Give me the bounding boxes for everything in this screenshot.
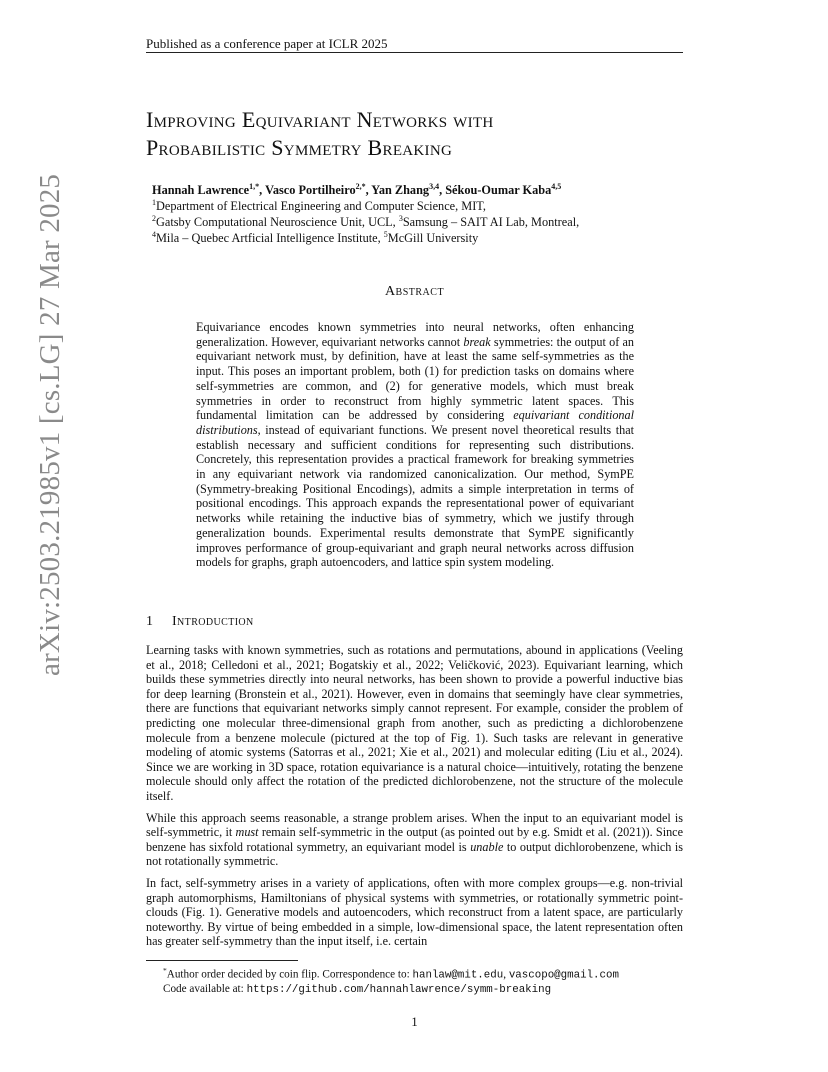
- footnote-rule: [146, 960, 298, 961]
- arxiv-stamp: arXiv:2503.21985v1 [cs.LG] 27 Mar 2025: [34, 173, 66, 676]
- running-header: Published as a conference paper at ICLR 2025: [146, 36, 388, 51]
- emphasis: equivariant conditional distributions: [196, 408, 634, 437]
- body-paragraph: In fact, self-symmetry arises in a variety of applications, often with more complex groups—e.g. non-trivial graph automorphisms, Hamiltonians of physical systems with symmetries, or rotationally symmetric point-clouds (Fig. 1). Generative models and autoencoders, which reconstruct from a latent space, are particularly noteworthy. By virtue of being embedded in a simple, low-dimensional space, the latent representation often has greater self-symmetry than the input itself, i.e. certain: [146, 875, 683, 949]
- paper-title: [146, 106, 706, 162]
- email-link[interactable]: hanlaw@mit.edu: [412, 969, 504, 982]
- author-name: Vasco Portilheiro: [265, 183, 356, 197]
- page-number: 1: [411, 1014, 418, 1029]
- title-line-2: Probabilistic Symmetry Breaking: [146, 135, 453, 160]
- author-name: Yan Zhang: [371, 183, 430, 197]
- abstract-body: [196, 320, 634, 570]
- code-url-link[interactable]: https://github.com/hannahlawrence/symm-breaking: [246, 984, 552, 997]
- footnote: [163, 964, 619, 998]
- footnote-line: *Author order decided by coin flip. Correspondence to: hanlaw@mit.edu, vascopo@gmail.com: [163, 966, 619, 982]
- affiliation-line: $^2$Gatsby Computational Neuroscience Unit, UCL, $^3$Samsung – SAIT AI Lab, Montreal,: [152, 213, 580, 229]
- emphasis: unable: [470, 839, 504, 854]
- affiliation-line: $^1$Department of Electrical Engineering and Computer Science, MIT,: [152, 197, 486, 213]
- author-sup: 2,*: [355, 181, 366, 191]
- emphasis: break: [463, 334, 491, 349]
- author-names: Hannah Lawrence$^{1,*}$, Vasco Portilheiro$^{2,*}$, Yan Zhang$^{3,4}$, Sékou-Oumar Kaba$^{4,5}$: [152, 181, 562, 197]
- affiliation-line: $^4$Mila – Quebec Artficial Intelligence Institute, $^5$McGill University: [152, 229, 479, 245]
- abstract-paragraph: Equivariance encodes known symmetries into neural networks, often enhancing generalization. However, equivariant networks cannot break symmetries: the output of an equivariant network must, by definition, have at least the same self-symmetries as the input. This poses an important problem, both (1) for prediction tasks on domains where self-symmetries are common, and (2) for generative models, which must break symmetries in order to reconstruct from highly symmetric latent spaces. This fundamental limitation can be addressed by considering equivariant conditional distributions, instead of equivariant functions. We present novel theoretical results that establish necessary and sufficient conditions for representing such distributions. Concretely, this representation provides a practical framework for breaking symmetries in any equivariant network via randomized canonicalization. Our method, SymPE (Symmetry-breaking Positional Encodings), admits a simple interpretation in terms of positional encodings. This approach expands the representational power of equivariant networks while retaining the inductive bias of symmetry, which we justify through generalization bounds. Experimental results demonstrate that SymPE significantly improves performance of group-equivariant and graph neural networks across diffusion models for graphs, graph autoencoders, and lattice spin system modeling.: [196, 320, 634, 570]
- emphasis: must: [235, 825, 259, 840]
- author-block: [152, 182, 579, 246]
- author-sup: 1,*: [249, 181, 260, 191]
- email-link[interactable]: vascopo@gmail.com: [508, 969, 619, 982]
- author-name: Hannah Lawrence: [152, 183, 250, 197]
- section-number: 1: [146, 614, 153, 629]
- author-name: Sékou-Oumar Kaba: [445, 183, 552, 197]
- abstract-heading: Abstract: [384, 284, 445, 299]
- author-sup: 3,4: [429, 181, 440, 191]
- body-paragraph: While this approach seems reasonable, a strange problem arises. When the input to an equivariant model is self-symmetric, it must remain self-symmetric in the output (as pointed out by e.g. Smidt et al. (2021)). Since benzene has sixfold rotational symmetry, an equivariant model is unable to output dichlorobenzene, which is not rotationally symmetric.: [146, 810, 684, 869]
- introduction-body: [146, 643, 683, 956]
- header-rule: [146, 52, 683, 53]
- title-line-1: Improving Equivariant Networks with: [146, 107, 494, 132]
- section-heading: [146, 614, 254, 630]
- body-paragraph: Learning tasks with known symmetries, such as rotations and permutations, abound in applications (Veeling et al., 2018; Celledoni et al., 2021; Bogatskiy et al., 2022; Veličković, 2023). Equivariant learning, which builds these symmetries directly into neural networks, has been shown to provide a powerful inductive bias for deep learning (Bronstein et al., 2021). However, even in domains that seemingly have clear symmetries, there are functions that equivariant networks simply cannot represent. For example, consider the problem of predicting one molecular three-dimensional graph from another, such as predicting a dichlorobenzene molecule from a benzene molecule (pictured at the top of Fig. 1). Such tasks are relevant in generative modeling of atomic systems (Satorras et al., 2021; Xie et al., 2021) and molecular editing (Liu et al., 2024). Since we are working in 3D space, rotation equivariance is a natural choice—intuitively, rotating the benzene molecule should only affect the rotation of the predicted dichlorobenzene, not the structure of the molecule itself.: [146, 643, 683, 803]
- section-title: Introduction: [172, 614, 254, 629]
- footnote-line: Code available at: https://github.com/hannahlawrence/symm-breaking: [163, 983, 552, 997]
- author-sup: 4,5: [551, 181, 562, 191]
